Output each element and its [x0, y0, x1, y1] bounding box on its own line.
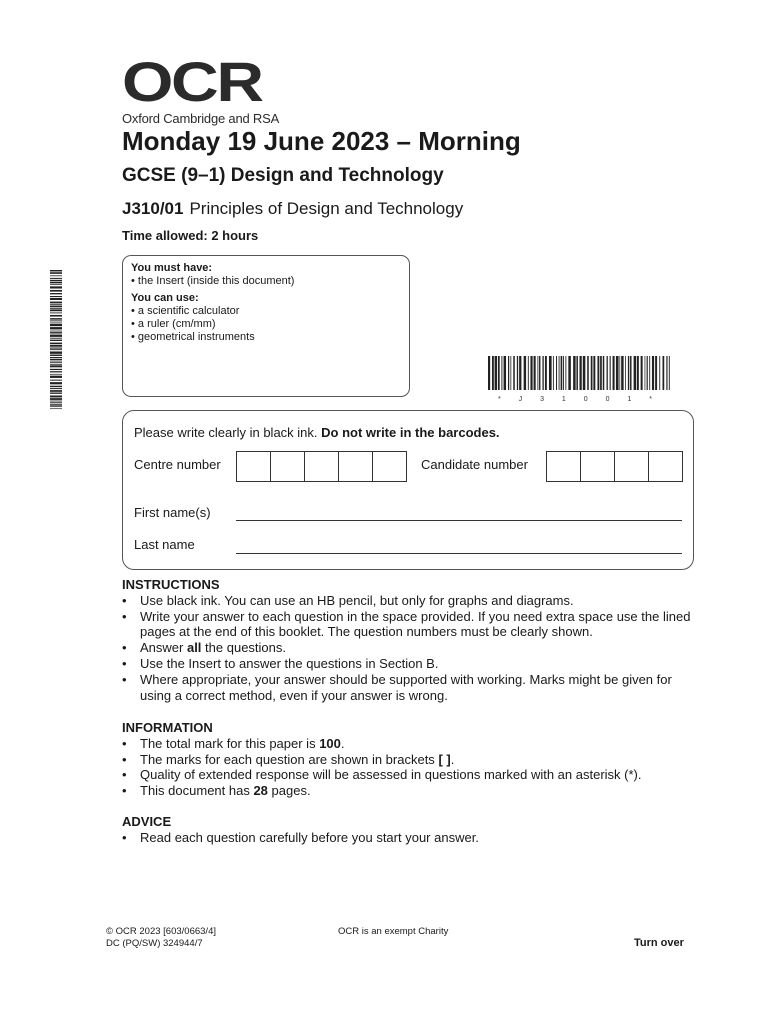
- instructions-heading: INSTRUCTIONS: [122, 577, 220, 592]
- candidate-number-cell[interactable]: [546, 451, 581, 482]
- can-use-list: [131, 305, 401, 344]
- ink-note: [134, 425, 500, 440]
- paper-barcode: [488, 356, 670, 404]
- must-have-item: • the Insert (inside this document): [131, 275, 401, 288]
- information-item: • The total mark for this paper is 100.: [122, 736, 702, 752]
- time-allowed: Time allowed: 2 hours: [122, 228, 259, 243]
- turn-over-label: Turn over: [634, 937, 684, 949]
- exam-date-title: Monday 19 June 2023 – Morning: [122, 126, 521, 156]
- instruction-item: • Where appropriate, your answer should be supported with working. Marks might be given for using a correct method, even if your answer is wrong.: [122, 672, 702, 704]
- instruction-item: • Use the Insert to answer the questions in Section B.: [122, 656, 702, 672]
- advice-section: [122, 814, 702, 846]
- can-use-heading: You can use:: [131, 292, 199, 304]
- candidate-number-cell[interactable]: [614, 451, 649, 482]
- charity-note: OCR is an exempt Charity: [338, 926, 449, 937]
- paper-code: J310/01: [122, 199, 184, 218]
- centre-number-cell[interactable]: [304, 451, 339, 482]
- can-use-item: • a scientific calculator: [131, 305, 401, 318]
- information-section: [122, 720, 702, 799]
- can-use-item: • a ruler (cm/mm): [131, 318, 401, 331]
- copyright-text: © OCR 2023 [603/0663/4]: [106, 926, 216, 937]
- requirements-box: [122, 255, 410, 397]
- can-use-item: • geometrical instruments: [131, 331, 401, 344]
- centre-number-cell[interactable]: [270, 451, 305, 482]
- ink-note-text: Please write clearly in black ink.: [134, 425, 322, 440]
- centre-number-cell[interactable]: [372, 451, 407, 482]
- last-name-label: Last name: [134, 537, 195, 552]
- candidate-number-cell[interactable]: [580, 451, 615, 482]
- instruction-item: • Use black ink. You can use an HB pencil, but only for graphs and diagrams.: [122, 593, 702, 609]
- information-item: • The marks for each question are shown in brackets [ ].: [122, 752, 702, 768]
- centre-number-cell[interactable]: [236, 451, 271, 482]
- subject-title: GCSE (9–1) Design and Technology: [122, 165, 444, 186]
- centre-number-cell[interactable]: [338, 451, 373, 482]
- candidate-details-box: [122, 410, 694, 570]
- ink-note-bold: Do not write in the barcodes.: [321, 425, 500, 440]
- advice-item: • Read each question carefully before you start your answer.: [122, 830, 702, 846]
- last-name-line[interactable]: [236, 553, 682, 554]
- paper-barcode-digits: * J 3 1 0 0 1 *: [497, 396, 661, 403]
- candidate-number-cell[interactable]: [648, 451, 683, 482]
- instruction-item: • Answer all the questions.: [122, 640, 702, 656]
- must-have-list: [131, 275, 401, 288]
- ocr-logo: [122, 50, 282, 126]
- paper-title: [122, 199, 463, 219]
- centre-number-label: Centre number: [134, 457, 221, 472]
- document-code: DC (PQ/SW) 324944/7: [106, 938, 203, 949]
- centre-number-boxes: [236, 451, 406, 482]
- footer-copyright: [106, 926, 216, 950]
- information-item: • This document has 28 pages.: [122, 783, 702, 799]
- candidate-number-label: Candidate number: [421, 457, 528, 472]
- paper-name: Principles of Design and Technology: [189, 199, 464, 218]
- candidate-number-boxes: [546, 451, 682, 482]
- instructions-section: [122, 577, 702, 703]
- first-name-label: First name(s): [134, 505, 211, 520]
- side-barcode: [44, 270, 62, 410]
- logo-mark: OCR: [122, 50, 262, 113]
- first-name-line[interactable]: [236, 520, 682, 521]
- advice-heading: ADVICE: [122, 814, 172, 829]
- information-heading: INFORMATION: [122, 720, 213, 735]
- instruction-item: • Write your answer to each question in the space provided. If you need extra space use the lined pages at the end of this booklet. The question numbers must be clearly shown.: [122, 609, 702, 641]
- logo-subtitle: Oxford Cambridge and RSA: [122, 111, 280, 126]
- must-have-heading: You must have:: [131, 262, 213, 274]
- information-item: • Quality of extended response will be assessed in questions marked with an asterisk (*).: [122, 767, 702, 783]
